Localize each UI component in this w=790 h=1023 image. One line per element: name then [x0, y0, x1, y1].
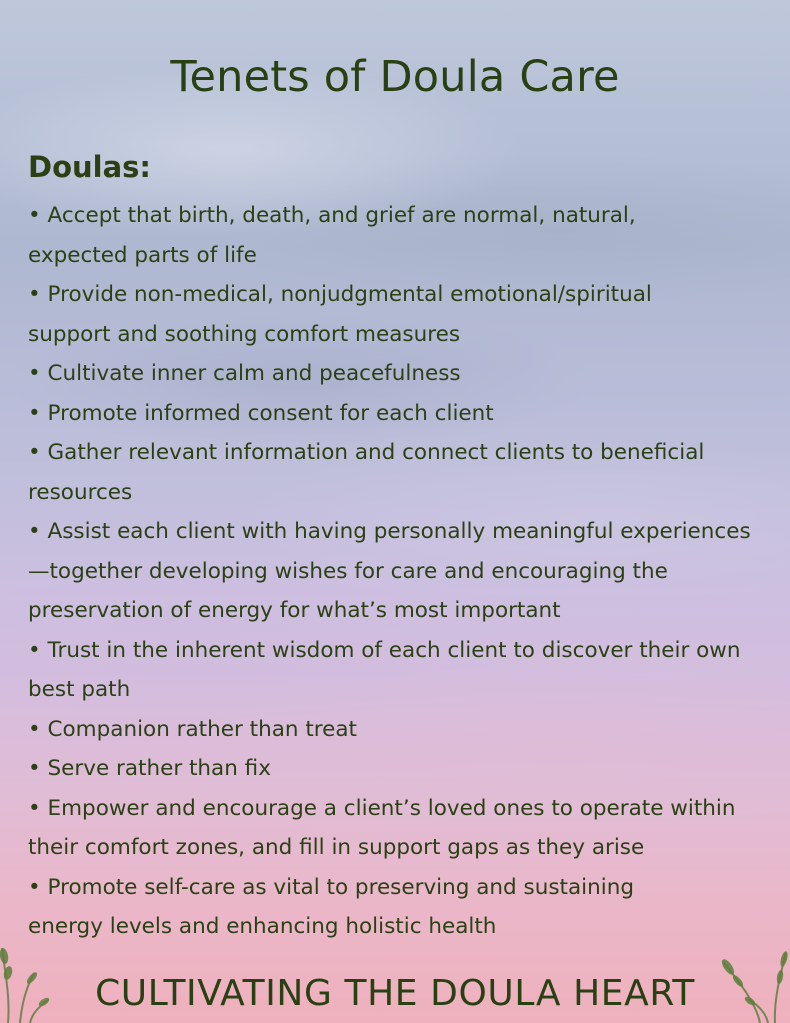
list-item	[28, 710, 780, 750]
list-item	[28, 275, 780, 354]
list-item	[28, 868, 780, 947]
list-item-line: expected parts of life	[28, 242, 257, 268]
list-item	[28, 433, 780, 512]
list-item	[28, 512, 780, 631]
list-item-line: • Serve rather than fix	[28, 756, 271, 781]
list-item	[28, 789, 780, 868]
page-title: Tenets of Doula Care	[170, 52, 620, 102]
list-item-line: • Provide non-medical, nonjudgmental emotional/spiritual	[28, 282, 652, 307]
list-item	[28, 394, 780, 434]
list-item-line: • Assist each client with having personally meaningful experiences	[28, 519, 751, 544]
list-item-line: • Gather relevant information and connect clients to beneficial	[28, 440, 705, 465]
list-item	[28, 749, 780, 789]
list-item-line: their comfort zones, and fill in support gaps as they arise	[28, 835, 645, 860]
list-item-line: support and soothing comfort measures	[28, 321, 461, 347]
list-item-line: • Accept that birth, death, and grief are normal, natural,	[28, 203, 636, 228]
list-item-line: • Cultivate inner calm and peacefulness	[28, 361, 461, 386]
list-item	[28, 631, 780, 710]
list-item-line: • Promote informed consent for each client	[28, 400, 494, 426]
footer-tagline: CULTIVATING THE DOULA HEART	[95, 973, 695, 1014]
list-item	[28, 196, 780, 275]
list-item-line: • Promote self-care as vital to preserving and sustaining	[28, 874, 635, 900]
list-item-line: best path	[28, 677, 131, 702]
list-heading: Doulas:	[28, 150, 152, 184]
list-item-line: —together developing wishes for care and encouraging the	[28, 558, 668, 584]
tenets-list	[28, 196, 780, 947]
list-item-line: preservation of energy for what’s most important	[28, 598, 561, 623]
list-item-line: energy levels and enhancing holistic health	[28, 914, 497, 939]
list-item-line: • Companion rather than treat	[28, 716, 357, 742]
list-item-line: • Trust in the inherent wisdom of each client to discover their own	[28, 637, 741, 663]
list-item-line: resources	[28, 479, 133, 505]
list-item	[28, 354, 780, 394]
list-item-line: • Empower and encourage a client’s loved ones to operate within	[28, 795, 736, 821]
